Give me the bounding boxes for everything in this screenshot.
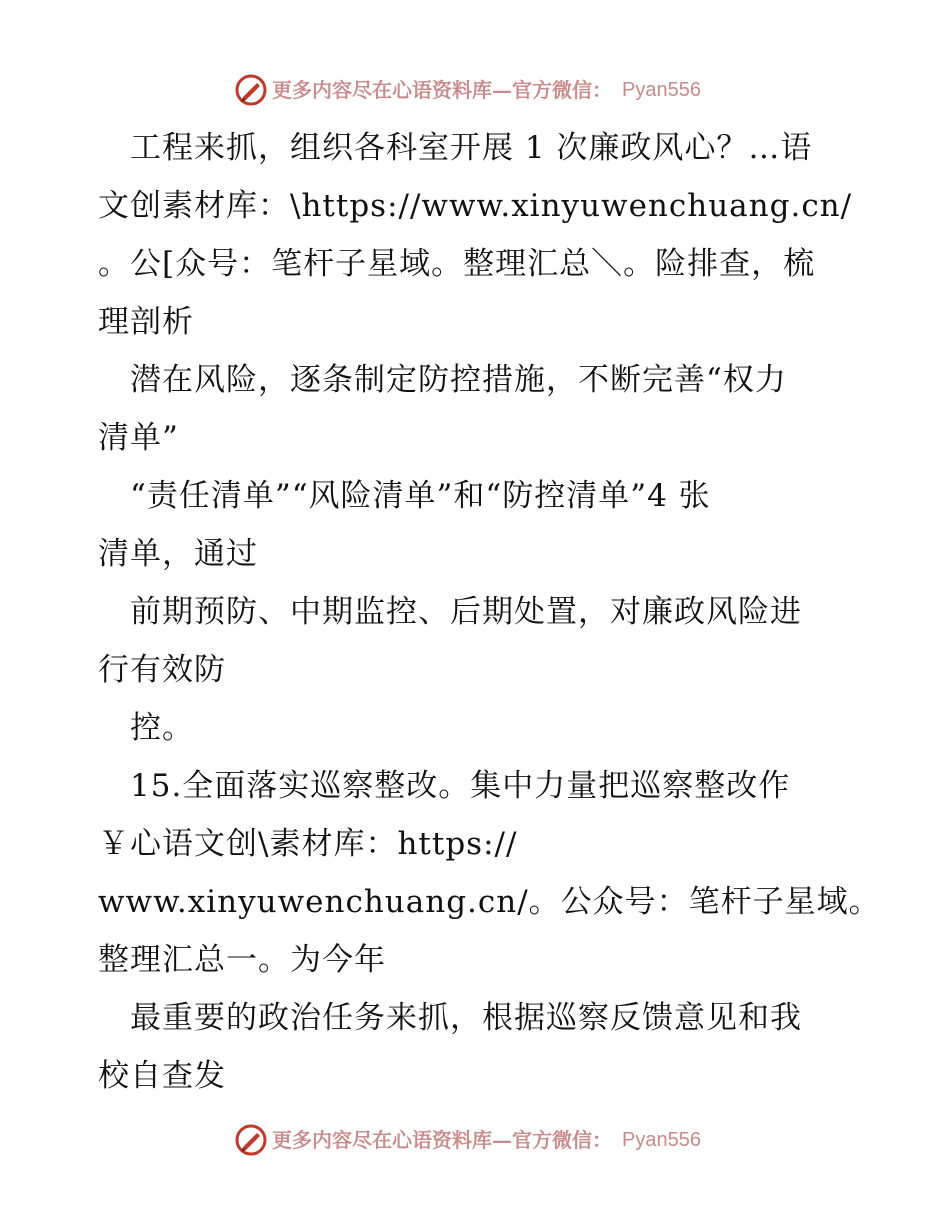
text-line: ￥心语文创\素材库：https:// <box>98 826 518 862</box>
text-line: 文创素材库：\https://www.xinyuwenchuang.cn/ <box>98 188 853 224</box>
footer-banner <box>0 1120 950 1160</box>
pen-logo-icon <box>234 1123 268 1157</box>
text-line: 校自查发 <box>98 1058 226 1094</box>
banner-text: 更多内容尽在心语资料库—官方微信： <box>272 78 612 102</box>
text-line: 前期预防、中期监控、后期处置，对廉政风险进 <box>98 594 802 630</box>
banner-text: 更多内容尽在心语资料库—官方微信： <box>272 1128 612 1152</box>
text-line: 行有效防 <box>98 652 226 688</box>
text-line: “责任清单”“风险清单”和“防控清单”4 张 <box>98 478 711 514</box>
text-line: 理剖析 <box>98 304 194 340</box>
text-line: 最重要的政治任务来抓，根据巡察反馈意见和我 <box>98 1000 802 1036</box>
header-banner <box>0 70 950 110</box>
pen-logo-icon <box>234 73 268 107</box>
text-line: 工程来抓，组织各科室开展 1 次廉政风心？…语 <box>98 130 813 166</box>
text-line: 清单，通过 <box>98 536 258 572</box>
text-line: 。公[众号：笔杆子星域。整理汇总＼。险排查，梳 <box>98 246 816 282</box>
banner-wechat-id: Pyan556 <box>622 79 701 101</box>
text-line: 潜在风险，逐条制定防控措施，不断完善“权力 <box>98 362 787 398</box>
text-line: 15.全面落实巡察整改。集中力量把巡察整改作 <box>98 768 791 804</box>
text-line: 控。 <box>98 710 194 746</box>
text-line: www.xinyuwenchuang.cn/。公众号：笔杆子星域。 <box>98 884 881 920</box>
banner-wechat-id: Pyan556 <box>622 1129 701 1151</box>
text-line: 整理汇总一。为今年 <box>98 942 386 978</box>
text-line: 清单” <box>98 420 179 456</box>
